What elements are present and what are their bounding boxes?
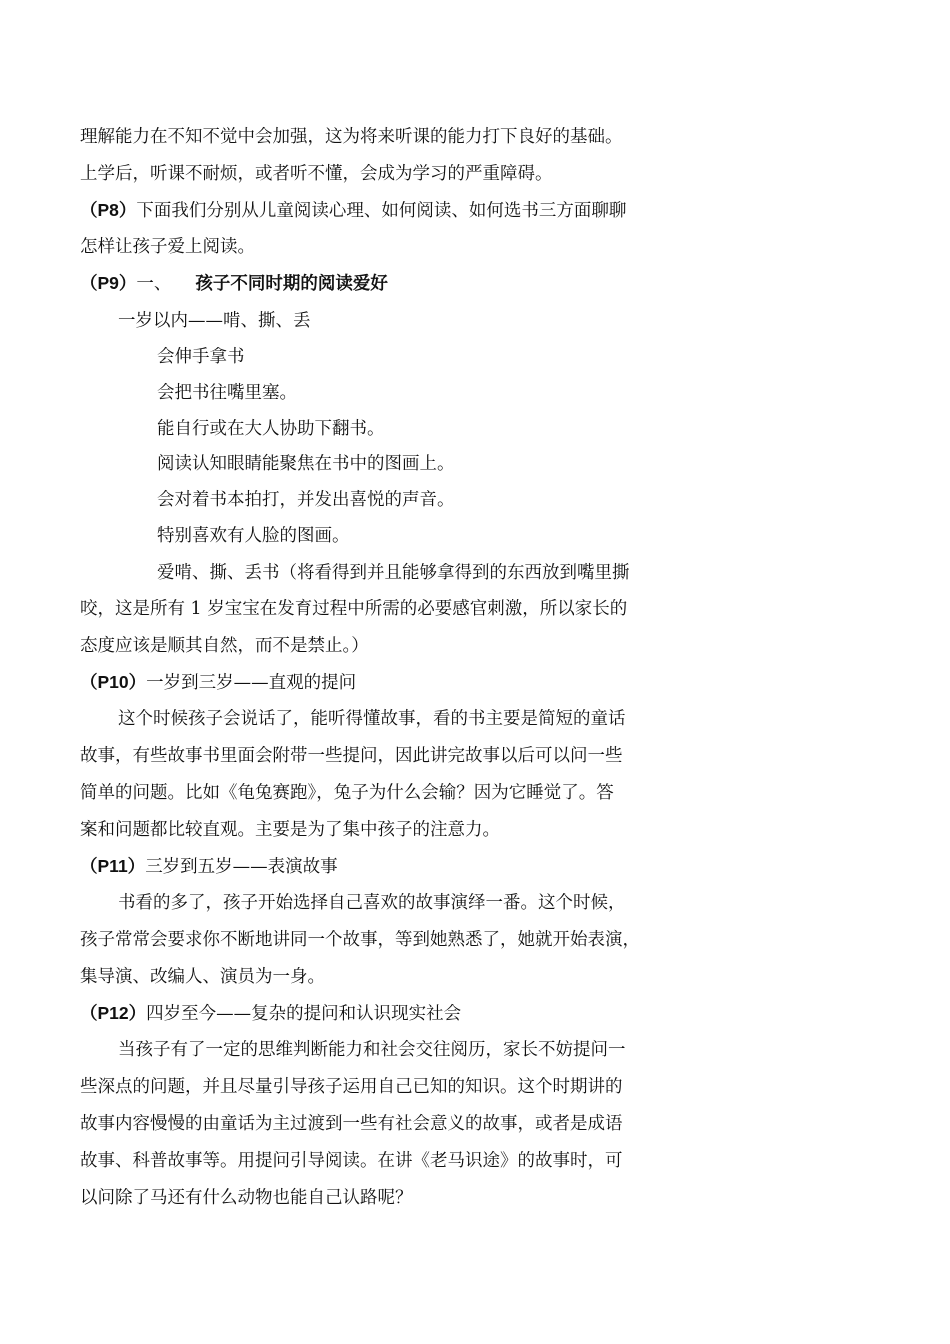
section-p8-line: [80, 198, 626, 223]
text-span: 特别喜欢有人脸的图画。: [157, 526, 350, 546]
text-span: 些深点的问题，并且尽量引导孩子运用自己已知的知识。这个时期讲的: [80, 1077, 623, 1097]
text-span: 集导演、改编人、演员为一身。: [80, 967, 325, 987]
list-item: [157, 524, 350, 548]
subheading-age-0-1: [118, 309, 311, 333]
text-span: 四岁至今——复杂的提问和认识现实社会: [146, 1004, 462, 1024]
text-line: [118, 891, 626, 915]
heading-number: 一、: [136, 274, 172, 294]
text-span: 这个时候孩子会说话了，能听得懂故事，看的书主要是简短的童话: [118, 709, 626, 729]
text-line: [118, 1038, 626, 1062]
list-item: [157, 345, 245, 369]
text-span: 下面我们分别从儿童阅读心理、如何阅读、如何选书三方面聊聊: [136, 201, 627, 221]
text-line: [80, 928, 640, 952]
text-span: 简单的问题。比如《龟兔赛跑》，兔子为什么会输？因为它睡觉了。答: [80, 783, 614, 803]
text-line: [80, 1149, 623, 1173]
section-heading-1: [80, 271, 388, 296]
text-span: 会把书往嘴里塞。: [157, 383, 297, 403]
text-span: 理解能力在不知不觉中会加强，这为将来听课的能力打下良好的基础。: [80, 127, 623, 147]
text-line: [80, 781, 614, 805]
text-line: [80, 162, 553, 186]
text-span: 以问除了马还有什么动物也能自己认路呢？: [80, 1188, 413, 1208]
text-span: 故事内容慢慢的由童话为主过渡到一些有社会意义的故事，或者是成语: [80, 1114, 623, 1134]
text-span: 一岁以内——啃、撕、丢: [118, 311, 311, 331]
text-span: 上学后，听课不耐烦，或者听不懂，会成为学习的严重障碍。: [80, 164, 553, 184]
text-span: 会对着书本拍打，并发出喜悦的声音。: [157, 490, 455, 510]
text-line: [80, 1112, 623, 1136]
text-span: 书看的多了，孩子开始选择自己喜欢的故事演绎一番。这个时候，: [118, 893, 626, 913]
text-line: [80, 634, 369, 658]
text-span: 当孩子有了一定的思维判断能力和社会交往阅历，家长不妨提问一: [118, 1040, 626, 1060]
text-span: 一岁到三岁——直观的提问: [146, 673, 357, 693]
text-line: [118, 707, 626, 731]
text-line: [80, 235, 255, 259]
text-line: [80, 818, 500, 842]
list-item: [157, 417, 385, 441]
text-span: 阅读认知眼睛能聚焦在书中的图画上。: [157, 454, 455, 474]
list-item: [157, 381, 297, 405]
subheading-age-3-5: [80, 854, 338, 879]
slide-tag-p10: （P10）: [80, 672, 147, 692]
text-span: 案和问题都比较直观。主要是为了集中孩子的注意力。: [80, 820, 500, 840]
text-span: 三岁到五岁——表演故事: [145, 857, 338, 877]
text-span: 能自行或在大人协助下翻书。: [157, 419, 385, 439]
text-line: [80, 597, 627, 621]
text-span: 爱啃、撕、丢书（将看得到并且能够拿得到的东西放到嘴里撕: [157, 563, 630, 583]
text-line: [80, 744, 623, 768]
text-span: 咬，这是所有 1 岁宝宝在发育过程中所需的必要感官刺激，所以家长的: [80, 599, 628, 619]
text-line: [80, 125, 623, 149]
text-span: 态度应该是顺其自然，而不是禁止。）: [80, 636, 369, 656]
slide-tag-p11: （P11）: [80, 856, 146, 876]
text-line: [80, 1186, 413, 1210]
slide-tag-p12: （P12）: [80, 1003, 147, 1023]
text-line: [80, 1075, 623, 1099]
text-span: 故事，有些故事书里面会附带一些提问，因此讲完故事以后可以问一些: [80, 746, 623, 766]
list-item: [157, 452, 455, 476]
subheading-age-4-plus: [80, 1001, 461, 1026]
slide-tag-p8: （P8）: [80, 200, 137, 220]
text-span: 故事、科普故事等。用提问引导阅读。在讲《老马识途》的故事时，可: [80, 1151, 623, 1171]
slide-tag-p9: （P9）: [80, 273, 137, 293]
section-heading-title: 孩子不同时期的阅读爱好: [195, 274, 388, 294]
subheading-age-1-3: [80, 670, 356, 695]
text-span: 会伸手拿书: [157, 347, 245, 367]
text-span: 孩子常常会要求你不断地讲同一个故事，等到她熟悉了，她就开始表演，: [80, 930, 640, 950]
text-span: 怎样让孩子爱上阅读。: [80, 237, 255, 257]
text-line: [80, 965, 325, 989]
list-item: [157, 488, 455, 512]
list-item: [157, 561, 630, 585]
